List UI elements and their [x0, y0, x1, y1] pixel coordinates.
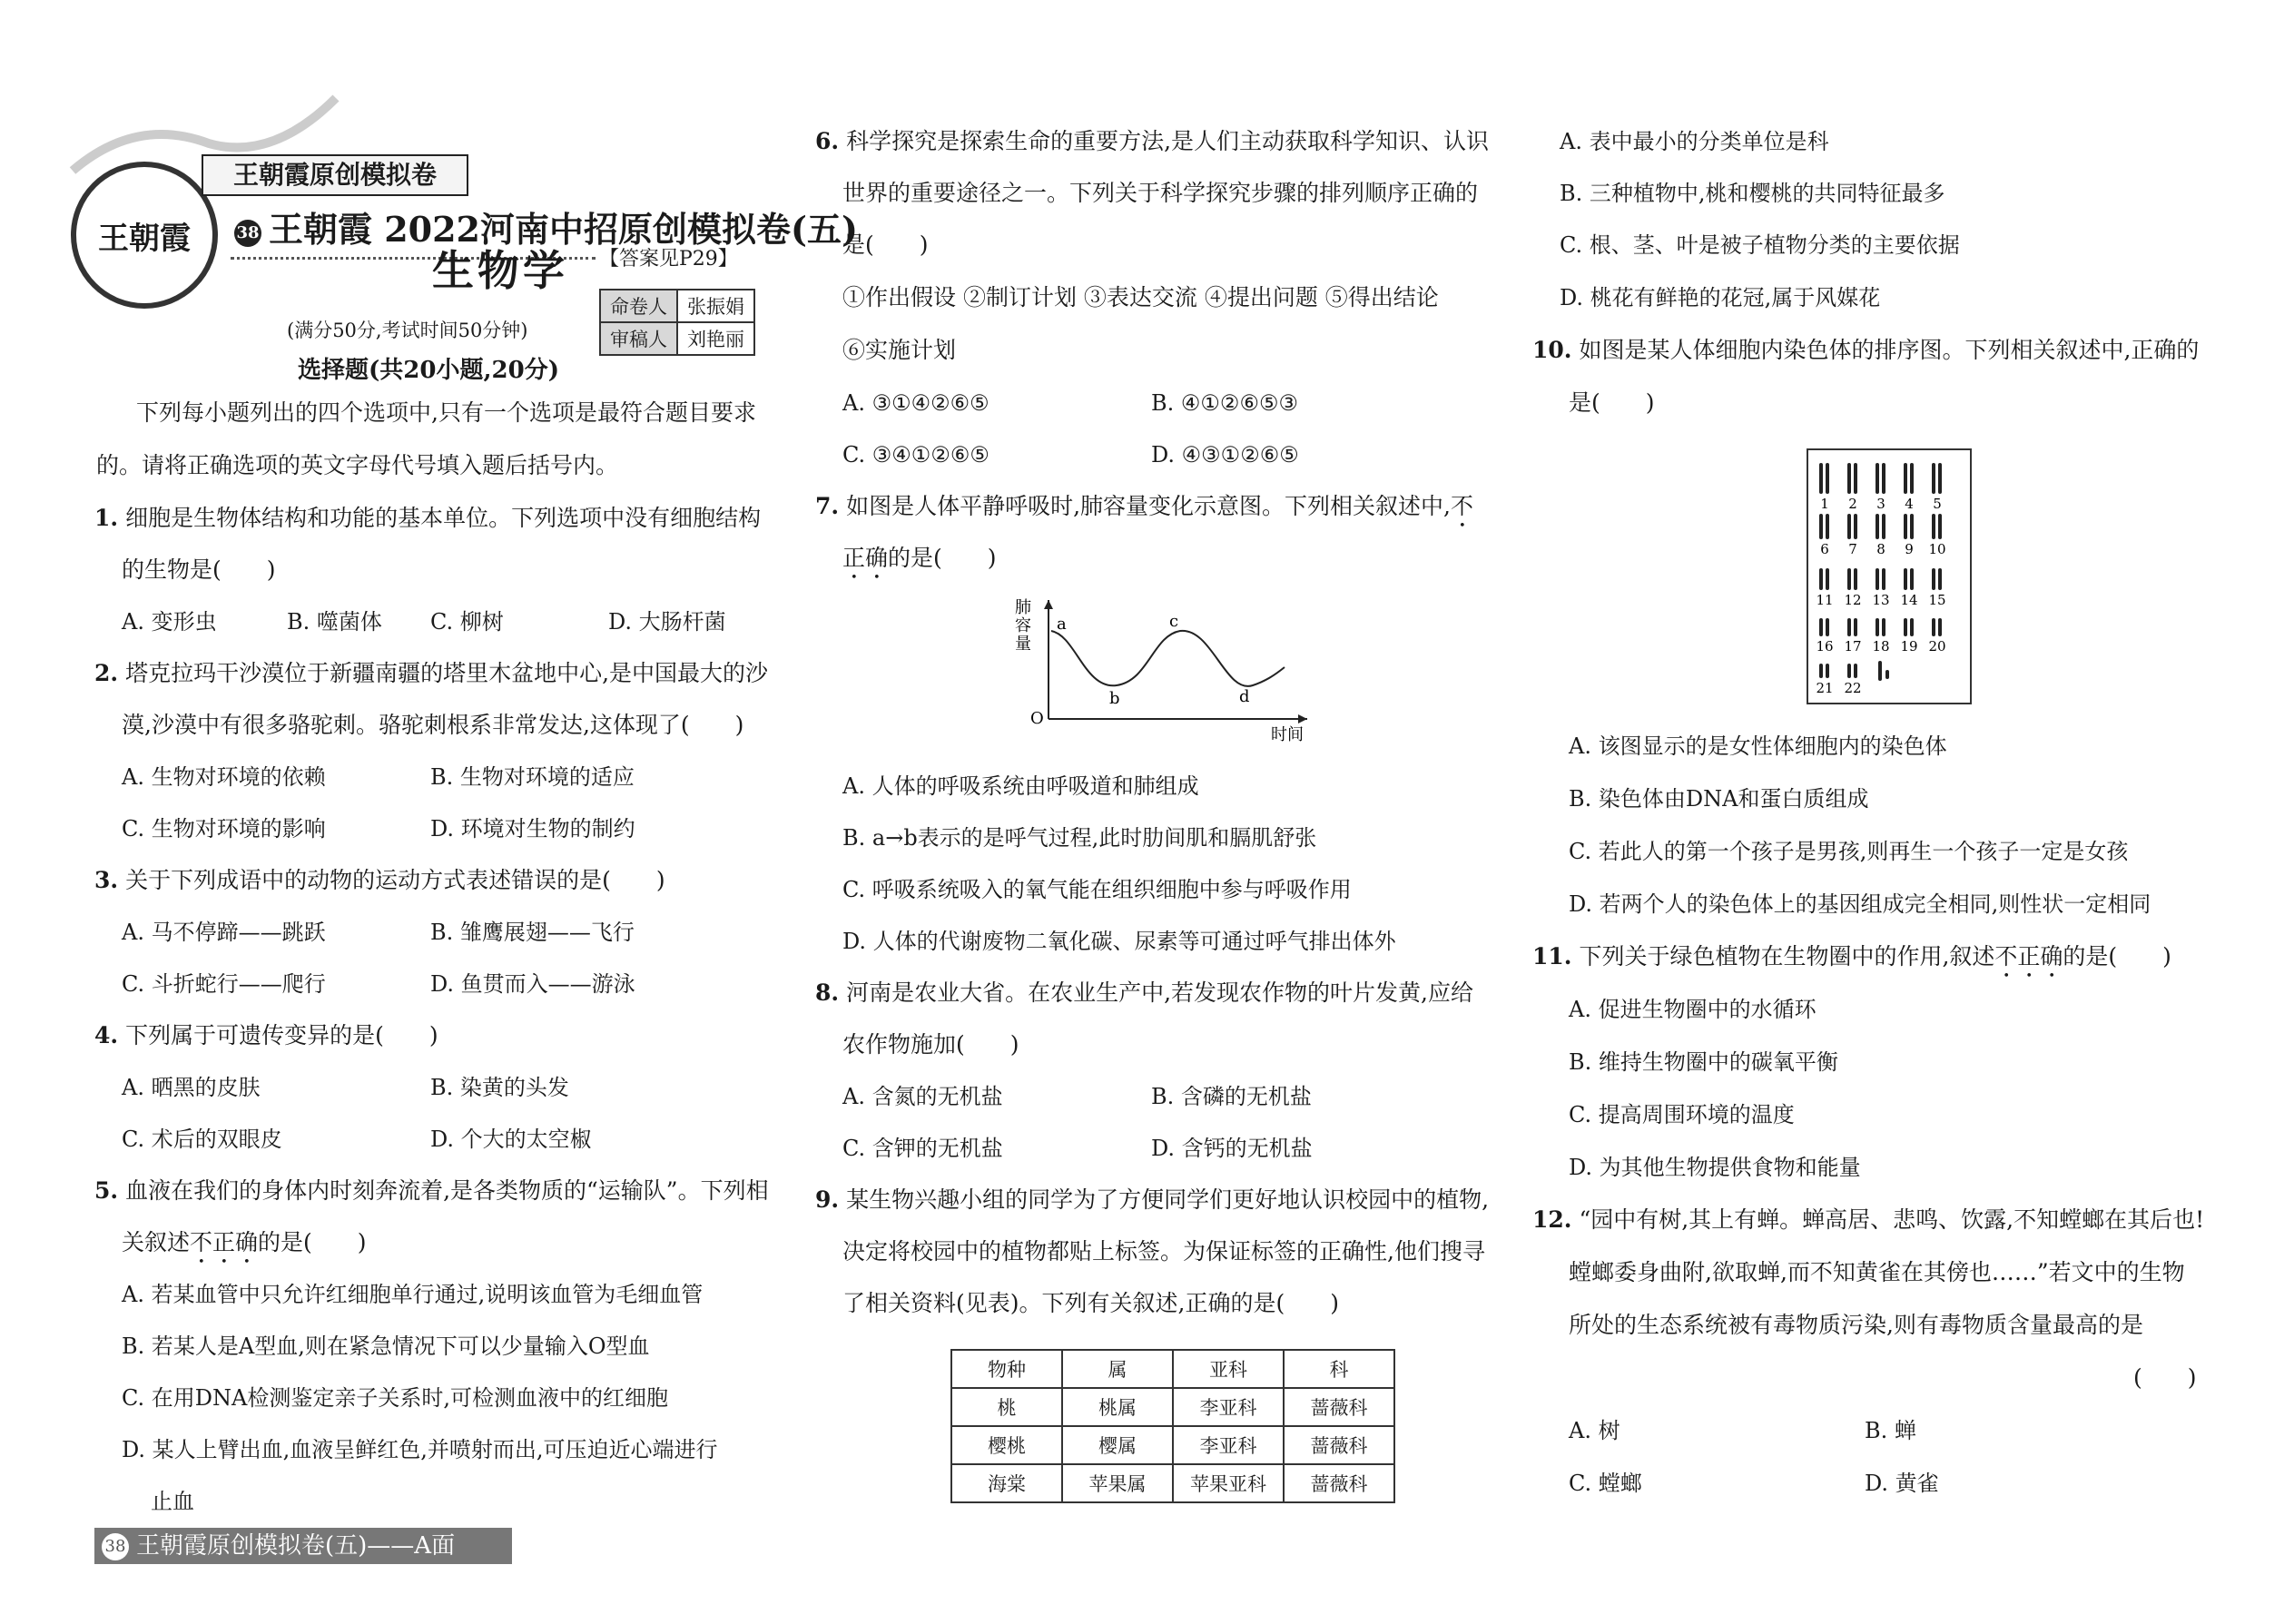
table-header: 科 — [1284, 1350, 1394, 1388]
question-text: 的是( ) — [2063, 943, 2171, 969]
chromosome — [1876, 514, 1879, 539]
table-cell: 桃 — [951, 1388, 1062, 1426]
question-text: 塔克拉玛干沙漠位于新疆南疆的塔里木盆地中心,是中国最大的沙 — [125, 660, 769, 686]
question-text: 关叙述 — [122, 1229, 191, 1255]
table-cell: 蔷薇科 — [1284, 1388, 1394, 1426]
question-number: 6. — [815, 128, 840, 154]
question-number: 12. — [1532, 1206, 1572, 1233]
chromosome — [1904, 463, 1907, 494]
option-d[interactable]: D. 环境对生物的制约 — [430, 816, 635, 842]
emphasis-text: 不 — [1450, 493, 1473, 519]
chromosome-label: 12 — [1844, 592, 1862, 608]
option-c[interactable]: C. 斗折蛇行——爬行 — [122, 971, 326, 997]
question-text: 了相关资料(见表)。下列有关叙述,正确的是( ) — [842, 1290, 1339, 1316]
option-b[interactable]: B. 蝉 — [1865, 1418, 1916, 1443]
option-c[interactable]: C. 呼吸系统吸入的氧气能在组织细胞中参与呼吸作用 — [842, 877, 1352, 902]
chromosome-label: 9 — [1905, 541, 1914, 557]
option-b[interactable]: B. 含磷的无机盐 — [1151, 1084, 1312, 1109]
brand-box: 王朝霞原创模拟卷 — [202, 154, 468, 196]
chromosome-label: 6 — [1820, 541, 1829, 557]
option-b[interactable]: B. 噬菌体 — [287, 609, 382, 635]
option-d[interactable]: D. 人体的代谢废物二氧化碳、尿素等可通过呼气排出体外 — [842, 929, 1396, 954]
score-note: (满分50分,考试时间50分钟) — [287, 320, 528, 341]
chromosome-label: 11 — [1816, 592, 1834, 608]
chromosome-label: 18 — [1872, 638, 1890, 655]
chromosome-label: 5 — [1933, 496, 1942, 512]
option-a[interactable]: A. 变形虫 — [122, 609, 217, 635]
chromosome — [1932, 568, 1935, 590]
option-c[interactable]: C. 螳螂 — [1569, 1471, 1642, 1496]
question-number: 5. — [94, 1177, 119, 1204]
chromosome — [1826, 514, 1829, 539]
chromosome-label: 16 — [1816, 638, 1834, 655]
table-cell: 苹果亚科 — [1173, 1464, 1284, 1502]
option-a[interactable]: A. 含氮的无机盐 — [842, 1084, 1003, 1109]
chromosome-label: 13 — [1872, 592, 1890, 608]
option-c[interactable]: C. 含钾的无机盐 — [842, 1136, 1003, 1161]
option-a[interactable]: A. 树 — [1569, 1418, 1620, 1443]
option-c[interactable]: C. 根、茎、叶是被子植物分类的主要依据 — [1560, 232, 1960, 258]
footer-number-badge: 38 — [102, 1533, 129, 1560]
option-a[interactable]: A. 若某血管中只允许红细胞单行通过,说明该血管为毛细血管 — [122, 1282, 704, 1307]
chromosome — [1854, 463, 1857, 494]
option-a[interactable]: A. 促进生物圈中的水循环 — [1569, 997, 1816, 1022]
question-text: 血液在我们的身体内时刻奔流着,是各类物质的“运输队”。下列相 — [125, 1177, 769, 1204]
chromosome — [1910, 463, 1914, 494]
option-b[interactable]: B. a→b表示的是呼气过程,此时肋间肌和膈肌舒张 — [842, 825, 1317, 851]
sex-chromosome — [1885, 670, 1889, 679]
table-cell: 蔷薇科 — [1284, 1464, 1394, 1502]
option-c[interactable]: C. ③④①②⑥⑤ — [842, 442, 989, 468]
chromosome — [1819, 664, 1823, 678]
table-header: 亚科 — [1173, 1350, 1284, 1388]
question-number: 4. — [94, 1022, 119, 1048]
option-b[interactable]: B. 雏鹰展翅——飞行 — [430, 920, 635, 945]
curve-point-label: c — [1169, 612, 1179, 631]
option-a[interactable]: A. 该图显示的是女性体细胞内的染色体 — [1569, 733, 1947, 759]
chromosome-label: 21 — [1816, 680, 1834, 696]
option-a[interactable]: A. ③①④②⑥⑤ — [842, 390, 989, 416]
option-c[interactable]: C. 若此人的第一个孩子是男孩,则再生一个孩子一定是女孩 — [1569, 839, 2129, 864]
x-axis-arrow — [1298, 714, 1307, 723]
question-text: 细胞是生物体结构和功能的基本单位。下列选项中没有细胞结构 — [125, 505, 762, 531]
question-number: 9. — [815, 1186, 840, 1213]
question-number: 7. — [815, 493, 840, 519]
table-cell: 樱桃 — [951, 1426, 1062, 1464]
staff-role: 审稿人 — [600, 322, 677, 355]
chromosome-label: 1 — [1820, 496, 1829, 512]
chromosome — [1904, 618, 1907, 636]
question-text: 是( ) — [1569, 389, 1655, 416]
chromosome — [1938, 568, 1942, 590]
question-text: 所处的生态系统被有毒物质污染,则有毒物质含量最高的是 — [1569, 1312, 2143, 1338]
question-number: 2. — [94, 660, 119, 686]
staff-name: 刘艳丽 — [677, 322, 754, 355]
question-number: 8. — [815, 979, 840, 1006]
staff-table — [599, 289, 755, 356]
chromosome-label: 14 — [1900, 592, 1918, 608]
question-number: 10. — [1532, 337, 1572, 363]
chromosome — [1882, 568, 1885, 590]
chromosome — [1882, 514, 1885, 539]
chromosome-label: 4 — [1905, 496, 1914, 512]
logo-text: 王朝霞 — [98, 220, 191, 257]
y-axis-arrow — [1044, 600, 1053, 609]
chromosome — [1819, 514, 1823, 539]
chromosome — [1932, 463, 1935, 494]
option-d[interactable]: D. ④③①②⑥⑤ — [1151, 442, 1299, 468]
question-text: 下列关于绿色植物在生物圈中的作用,叙述 — [1579, 943, 1995, 969]
chromosome — [1876, 568, 1879, 590]
x-axis-label: 时间 — [1271, 725, 1304, 744]
chromosome — [1826, 463, 1829, 494]
question-number: 11. — [1532, 943, 1572, 969]
chromosome — [1819, 618, 1823, 636]
question-text: 决定将校园中的植物都贴上标签。为保证标签的正确性,他们搜寻 — [842, 1238, 1485, 1265]
question-text: 是( ) — [842, 231, 929, 258]
paper-number-badge: 38 — [234, 220, 261, 247]
table-header: 属 — [1062, 1350, 1173, 1388]
chromosome — [1847, 664, 1851, 678]
option-c[interactable]: C. 术后的双眼皮 — [122, 1127, 282, 1152]
option-c[interactable]: C. 生物对环境的影响 — [122, 816, 326, 842]
chromosome — [1847, 514, 1851, 539]
chromosome — [1854, 514, 1857, 539]
option-a[interactable]: A. 表中最小的分类单位是科 — [1560, 129, 1829, 154]
chromosome — [1882, 618, 1885, 636]
answer-bracket: ( ) — [2133, 1364, 2197, 1391]
chromosome — [1932, 618, 1935, 636]
option-d[interactable]: D. 黄雀 — [1865, 1471, 1939, 1496]
question-text: 关于下列成语中的动物的运动方式表述错误的是( ) — [125, 867, 665, 893]
emphasis-text: 不正确 — [190, 1229, 259, 1255]
origin-label: O — [1030, 709, 1044, 728]
option-a[interactable]: A. 马不停蹄——跳跃 — [122, 920, 326, 945]
question-text: 螳螂委身曲附,欲取蝉,而不知黄雀在其傍也……”若文中的生物 — [1569, 1259, 2185, 1285]
option-b[interactable]: B. 若某人是A型血,则在紧急情况下可以少量输入O型血 — [122, 1334, 650, 1359]
question-text: “园中有树,其上有蝉。蝉高居、悲鸣、饮露,不知螳螂在其后也! — [1579, 1206, 2205, 1233]
emphasis-text: 不正确 — [1994, 943, 2063, 969]
chromosome — [1938, 618, 1942, 636]
staff-row — [600, 290, 754, 322]
option-b[interactable]: B. 生物对环境的适应 — [430, 764, 635, 790]
instructions-line-2: 的。请将正确选项的英文字母代号填入题后括号内。 — [96, 452, 619, 478]
chromosome — [1819, 463, 1823, 494]
chromosome — [1938, 514, 1942, 539]
table-header-row — [951, 1350, 1394, 1388]
staff-role: 命卷人 — [600, 290, 677, 322]
table-cell: 海棠 — [951, 1464, 1062, 1502]
chromosome — [1819, 568, 1823, 590]
chromosome-label: 10 — [1928, 541, 1946, 557]
emphasis-text: 正确 — [842, 545, 889, 571]
subject-title: 生物学 — [432, 246, 568, 295]
chromosome — [1847, 568, 1851, 590]
chromosome-label: 19 — [1900, 638, 1918, 655]
question-text: 农作物施加( ) — [842, 1031, 1019, 1058]
chromosome — [1876, 618, 1879, 636]
chromosome — [1847, 463, 1851, 494]
option-a[interactable]: A. 人体的呼吸系统由呼吸道和肺组成 — [842, 773, 1199, 799]
option-d[interactable]: D. 桃花有鲜艳的花冠,属于风媒花 — [1560, 285, 1881, 310]
chromosome-label: 20 — [1928, 638, 1946, 655]
table-cell: 蔷薇科 — [1284, 1426, 1394, 1464]
table-cell: 樱属 — [1062, 1426, 1173, 1464]
staff-name: 张振娟 — [677, 290, 754, 322]
footer-text: 王朝霞原创模拟卷(五)——A面 — [136, 1532, 456, 1560]
option-d[interactable]: D. 某人上臂出血,血液呈鲜红色,并喷射而出,可压迫近心端进行 — [122, 1437, 718, 1462]
table-cell: 李亚科 — [1173, 1388, 1284, 1426]
chromosome — [1910, 568, 1914, 590]
option-d[interactable]: D. 鱼贯而入——游泳 — [430, 971, 635, 997]
chromosome — [1882, 463, 1885, 494]
chromosome — [1910, 514, 1914, 539]
option-d[interactable]: D. 个大的太空椒 — [430, 1127, 592, 1152]
chromosome — [1932, 514, 1935, 539]
table-row — [951, 1426, 1394, 1464]
question-text: 如图是人体平静呼吸时,肺容量变化示意图。下列相关叙述中, — [846, 493, 1451, 519]
table-row — [951, 1464, 1394, 1502]
chromosome-label: 15 — [1928, 592, 1946, 608]
option-b[interactable]: B. 染色体由DNA和蛋白质组成 — [1569, 786, 1869, 812]
option-d[interactable]: D. 为其他生物提供食物和能量 — [1569, 1155, 1861, 1180]
staff-row — [600, 322, 754, 355]
karyotype-figure — [1807, 448, 1972, 704]
section-title: 选择题(共20小题,20分) — [298, 357, 560, 384]
chromosome — [1904, 568, 1907, 590]
option-c[interactable]: C. 提高周围环境的温度 — [1569, 1102, 1795, 1127]
y-axis-label-3: 量 — [1015, 635, 1031, 654]
option-d-continued: 止血 — [151, 1489, 194, 1514]
option-d[interactable]: D. 含钙的无机盐 — [1151, 1136, 1313, 1161]
chromosome — [1876, 463, 1879, 494]
sex-chromosome — [1878, 661, 1882, 681]
chromosome — [1826, 568, 1829, 590]
question-text: 科学探究是探索生命的重要方法,是人们主动获取科学知识、认识 — [846, 128, 1490, 154]
question-text: 的是( ) — [258, 1229, 367, 1255]
question-text: 如图是某人体细胞内染色体的排序图。下列相关叙述中,正确的 — [1579, 337, 2200, 363]
page-footer — [94, 1528, 512, 1564]
chromosome — [1904, 514, 1907, 539]
option-a[interactable]: A. 晒黑的皮肤 — [122, 1075, 261, 1100]
lung-volume-chart — [1008, 595, 1316, 749]
steps-line-1: ①作出假设 ②制订计划 ③表达交流 ④提出问题 ⑤得出结论 — [842, 284, 1439, 310]
option-b[interactable]: B. 三种植物中,桃和樱桃的共同特征最多 — [1560, 181, 1945, 206]
lung-volume-curve — [1051, 631, 1285, 686]
option-d[interactable]: D. 若两个人的染色体上的基因组成完全相同,则性状一定相同 — [1569, 891, 2151, 917]
question-number: 1. — [94, 505, 119, 531]
chromosome-label: 3 — [1876, 496, 1885, 512]
curve-point-label: a — [1057, 615, 1067, 634]
chromosome — [1847, 618, 1851, 636]
instructions-line-1: 下列每小题列出的四个选项中,只有一个选项是最符合题目要求 — [136, 399, 756, 426]
option-a[interactable]: A. 生物对环境的依赖 — [122, 764, 326, 790]
chromosome-label: 7 — [1848, 541, 1857, 557]
curve-point-label: d — [1239, 687, 1250, 706]
option-b[interactable]: B. ④①②⑥⑤③ — [1151, 390, 1298, 416]
plant-classification-table — [950, 1349, 1395, 1503]
question-text: 某生物兴趣小组的同学为了方便同学们更好地认识校园中的植物, — [846, 1186, 1490, 1213]
answer-note: 【答案见P29】 — [599, 248, 738, 271]
question-text: 河南是农业大省。在农业生产中,若发现农作物的叶片发黄,应给 — [846, 979, 1473, 1006]
question-text: 的是( ) — [888, 545, 997, 571]
curve-point-label: b — [1109, 689, 1120, 708]
chromosome — [1938, 463, 1942, 494]
chromosome-label: 17 — [1844, 638, 1862, 655]
question-text: 下列属于可遗传变异的是( ) — [125, 1022, 438, 1048]
table-row — [951, 1388, 1394, 1426]
chromosome — [1854, 568, 1857, 590]
table-cell: 桃属 — [1062, 1388, 1173, 1426]
karyotype-drawing — [1808, 450, 1970, 703]
chromosome-label: 22 — [1844, 680, 1862, 696]
y-axis-label-2: 容 — [1015, 616, 1031, 635]
table-cell: 李亚科 — [1173, 1426, 1284, 1464]
chromosome-label: 8 — [1876, 541, 1885, 557]
chromosome — [1910, 618, 1914, 636]
question-text: 世界的重要途径之一。下列关于科学探究步骤的排列顺序正确的 — [842, 180, 1479, 206]
chromosome — [1826, 618, 1829, 636]
question-text: 漠,沙漠中有很多骆驼刺。骆驼刺根系非常发达,这体现了( ) — [122, 712, 744, 738]
option-b[interactable]: B. 染黄的头发 — [430, 1075, 569, 1100]
chromosome — [1826, 664, 1829, 678]
table-header: 物种 — [951, 1350, 1062, 1388]
chromosome — [1854, 618, 1857, 636]
option-b[interactable]: B. 维持生物圈中的碳氧平衡 — [1569, 1049, 1838, 1075]
paper-title-text: 王朝霞 2022河南中招原创模拟卷(五) — [269, 209, 858, 250]
option-d[interactable]: D. 大肠杆菌 — [608, 609, 726, 635]
question-text: 的生物是( ) — [122, 556, 276, 583]
table-cell: 苹果属 — [1062, 1464, 1173, 1502]
steps-line-2: ⑥实施计划 — [842, 337, 957, 363]
chromosome — [1854, 664, 1857, 678]
y-axis-label-1: 肺 — [1015, 598, 1031, 617]
option-c[interactable]: C. 柳树 — [430, 609, 504, 635]
option-c[interactable]: C. 在用DNA检测鉴定亲子关系时,可检测血液中的红细胞 — [122, 1385, 668, 1411]
chromosome-label: 2 — [1848, 496, 1857, 512]
question-number: 3. — [94, 867, 119, 893]
